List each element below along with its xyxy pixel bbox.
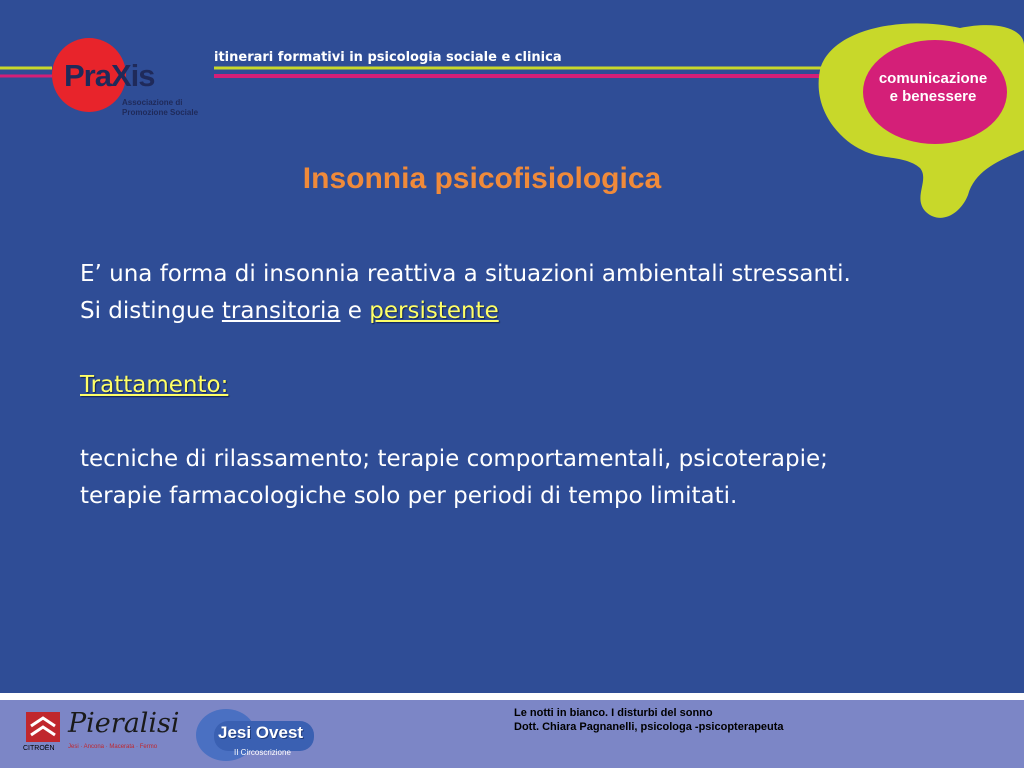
header-tagline: itinerari formativi in psicologia sociale e clinica xyxy=(214,50,562,65)
treatment-heading: Trattamento: xyxy=(80,372,229,398)
praxis-logo-subtitle: Associazione di Promozione Sociale xyxy=(122,98,199,117)
distinction-prefix: Si distingue xyxy=(80,298,222,324)
treatment-text: tecniche di rilassamento; terapie comportamentali, psicoterapie; terapie farmacologiche solo per periodi di tempo limitati. xyxy=(80,446,828,509)
jesi-ovest-logo-text: Jesi Ovest xyxy=(218,723,304,742)
citroen-logo-text: CITROËN xyxy=(23,745,55,752)
slide-title: Insonnia psicofisiologica xyxy=(302,162,662,195)
slide-content xyxy=(80,256,910,515)
distinction-mid: e xyxy=(340,298,370,324)
brand-tag: comunicazione e benessere xyxy=(878,70,988,105)
footer-credits: Le notti in bianco. I disturbi del sonno Dott. Chiara Pagnanelli, psicologa -psicopterapeuta xyxy=(514,707,784,733)
citroen-chevron-icon xyxy=(26,712,60,742)
distinction-line xyxy=(80,293,910,330)
pieralisi-logo-text: Pieralisi xyxy=(68,708,180,739)
jesi-ovest-subtitle: II Circoscrizione xyxy=(234,748,291,757)
term-transitoria: transitoria xyxy=(221,298,341,324)
praxis-logo-word: PraXis xyxy=(64,58,155,93)
footer-divider xyxy=(0,693,1024,700)
pieralisi-logo-subtitle: Jesi · Ancona · Macerata · Fermo xyxy=(68,744,158,750)
intro-paragraph: E’ una forma di insonnia reattiva a situazioni ambientali stressanti. xyxy=(80,261,851,287)
term-persistente: persistente xyxy=(369,298,499,324)
